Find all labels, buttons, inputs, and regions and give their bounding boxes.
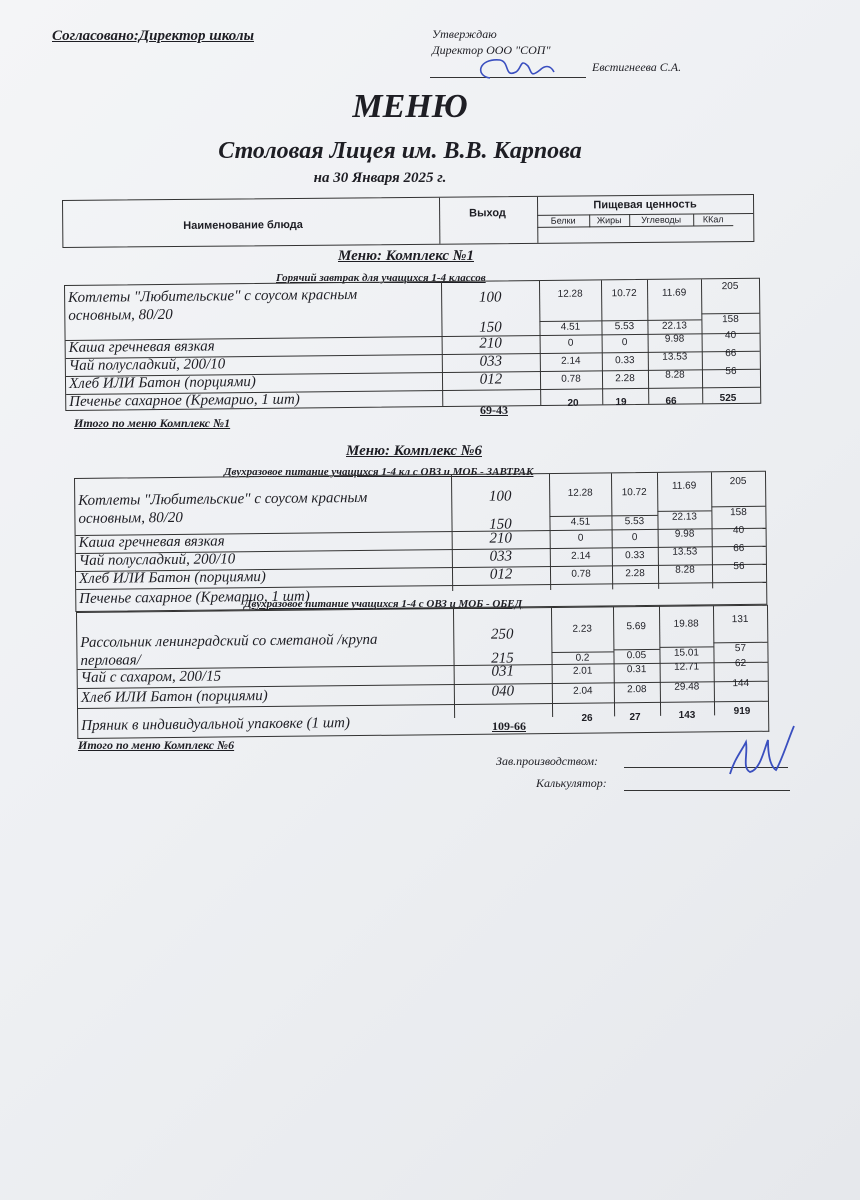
total-carbs: 143 (678, 710, 696, 721)
dish-name: Рассольник ленинградский со сметаной /крупа перловая/ (80, 631, 378, 669)
dish-name: Хлеб ИЛИ Батон (порциями) (68, 373, 256, 392)
dish-yield: 012 (489, 566, 513, 583)
dish-yield: 040 (491, 683, 515, 700)
total-carbs: 66 (665, 396, 677, 407)
approve-name: Евстигнеева С.А. (592, 60, 682, 74)
header-nutrition-label: Пищевая ценность (537, 195, 753, 216)
total-kcal: 919 (733, 706, 751, 717)
calculator-label: Калькулятор: (536, 776, 607, 790)
header-name-cell: Наименование блюда (63, 198, 440, 247)
table-row: Хлеб ИЛИ Батон (порциями) 012 0.78 2.28 8.28 56 (66, 369, 760, 395)
dish-yield: 012 (479, 371, 503, 388)
approve-role: Директор ООО "СОП" (432, 43, 551, 57)
table-row: Чай полусладкий, 200/10 033 2.14 0.33 13.53 66 (76, 546, 766, 572)
header-fats: Жиры (589, 214, 630, 227)
complex6-total-label: Итого по меню Комплекс №6 (78, 738, 235, 752)
header-yield-cell: Выход (439, 197, 538, 244)
complex1-meal: Горячий завтрак для учащихся 1-4 классов (276, 272, 486, 284)
agreed-label: Согласовано:Директор школы (52, 28, 254, 44)
complex6-breakfast-table (74, 471, 767, 612)
dish-name: Пряник в индивидуальной упаковке (1 шт) (81, 715, 351, 734)
dish-name: Хлеб ИЛИ Батон (порциями) (80, 687, 268, 706)
complex6-title: Меню: Комплекс №6 (346, 443, 482, 459)
dish-yield: 250 (490, 626, 514, 643)
table-row: Котлеты "Любительские" с соусом красным основным, 80/20 100 150 12.28 10.72 11.69 205 4.51 5.53 22.13 158 (75, 472, 766, 536)
table-row: Чай полусладкий, 200/10 033 2.14 0.33 13.53 66 (66, 351, 760, 377)
dish-name: Каша гречневая вязкая (78, 533, 225, 551)
table-row: Хлеб ИЛИ Батон (порциями) 040 2.04 2.08 29.48 144 (78, 681, 768, 709)
dish-name: Чай полусладкий, 200/10 (78, 551, 236, 569)
dish-name: Каша гречневая вязкая (68, 338, 215, 356)
complex1-total-yield: 69-43 (480, 403, 508, 417)
dish-yield: 150 (489, 516, 512, 533)
dish-name: Чай полусладкий, 200/10 (68, 356, 226, 374)
dish-name: Хлеб ИЛИ Батон (порциями) (78, 568, 266, 587)
dish-yield: 100 (488, 488, 512, 505)
dish-yield: 033 (479, 353, 503, 370)
table-row: Котлеты "Любительские" с соусом красным основным, 80/20 100 150 12.28 10.72 11.69 205 4.51 5.53 22.13 158 (65, 279, 760, 341)
dish-yield: 031 (491, 663, 514, 680)
dish-name: Котлеты "Любительские" с соусом красным основным, 80/20 (78, 489, 368, 527)
total-proteins: 26 (581, 713, 593, 724)
header-proteins: Белки (537, 214, 590, 227)
menu-date: на 30 Января 2025 г. (313, 170, 447, 186)
complex1-table (64, 278, 761, 411)
dish-yield: 100 (478, 289, 502, 306)
total-kcal: 525 (719, 393, 737, 404)
table-row: Чай с сахаром, 200/15 031 2.01 0.31 12.71 62 (78, 661, 768, 689)
header-kcal: ККал (693, 213, 733, 226)
header-carbs: Углеводы (629, 213, 694, 227)
complex6-total-yield: 109-66 (492, 719, 526, 733)
dish-yield: 210 (489, 530, 512, 547)
dish-yield: 150 (479, 319, 502, 336)
dish-name: Чай с сахаром, 200/15 (80, 668, 222, 686)
director-signature-icon (470, 48, 560, 88)
table-row: Каша гречневая вязкая 210 0 0 9.98 40 (66, 333, 760, 359)
dish-name: Печенье сахарное (Кремарио, 1 шт) (79, 588, 310, 607)
production-label: Зав.производством: (496, 754, 599, 768)
approve-label: Утверждаю (432, 27, 497, 41)
table-row: Каша гречневая вязкая 210 0 0 9.98 40 (76, 528, 766, 554)
dish-yield: 215 (491, 650, 514, 667)
header-nutrition-cell (537, 195, 753, 243)
complex6-meal-lunch: Двухразовое питание учащихся 1-4 с ОВЗ и МОБ - ОБЕД (244, 598, 523, 610)
dish-name: Котлеты "Любительские" с соусом красным основным, 80/20 (68, 286, 358, 324)
complex6-meal-breakfast: Двухразовое питание учащихся 1-4 кл с ОВЗ и МОБ - ЗАВТРАК (224, 466, 534, 478)
total-fats: 19 (615, 397, 627, 408)
calculator-sign-line (624, 790, 790, 791)
dish-yield: 210 (479, 335, 502, 352)
table-row: Хлеб ИЛИ Батон (порциями) 012 0.78 2.28 8.28 56 (76, 564, 766, 590)
canteen-name: Столовая Лицея им. В.В. Карпова (218, 138, 582, 164)
table-header (62, 194, 754, 248)
page-title: МЕНЮ (352, 88, 468, 125)
dish-name: Печенье сахарное (Кремарио, 1 шт) (69, 391, 300, 410)
production-signature-icon (720, 720, 800, 780)
total-fats: 27 (629, 712, 641, 723)
total-proteins: 20 (567, 398, 579, 409)
dish-yield: 033 (489, 548, 513, 565)
complex1-total-label: Итого по меню Комплекс №1 (74, 416, 231, 430)
complex1-title: Меню: Комплекс №1 (338, 248, 474, 264)
table-row: Рассольник ленинградский со сметаной /крупа перловая/ 250 215 2.23 5.69 19.88 131 0.2 0.05 15.01 57 (77, 605, 768, 670)
